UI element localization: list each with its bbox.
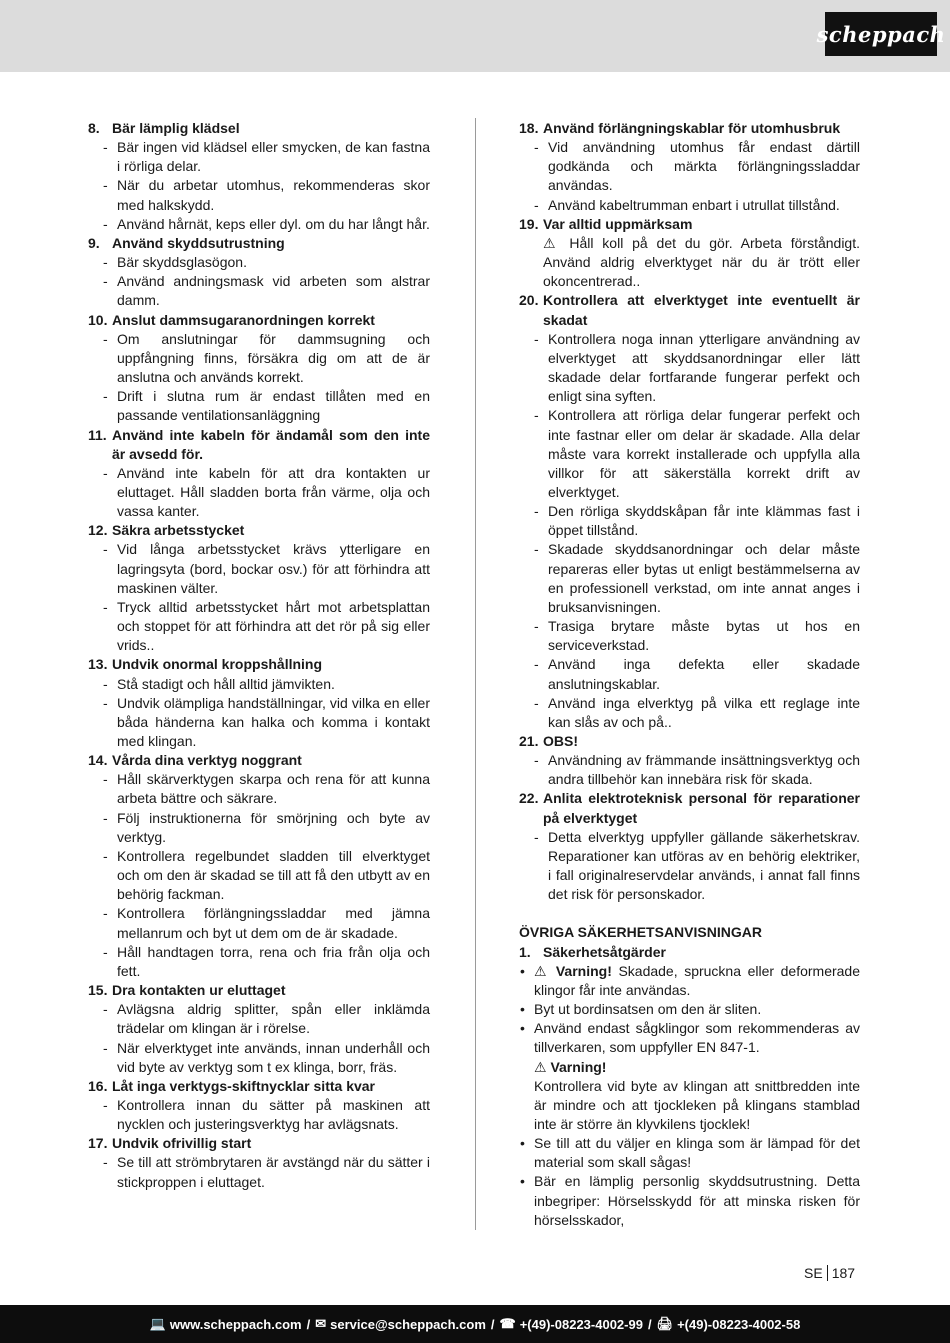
- dash-marker: -: [534, 541, 539, 558]
- dash-item-text: Använd inte kabeln för att dra kontakten ur eluttaget. Håll sladden borta från värme, olja och vassa kanter.: [117, 464, 430, 520]
- dash-item-text: Skadade skyddsanordningar och delar måste repareras eller bytas ut enligt bestämmelserna av en professionell verkstad, om inte annat anges i bruksanvisningen.: [548, 541, 860, 615]
- dash-marker: -: [103, 1039, 108, 1056]
- dash-item: [88, 809, 430, 847]
- column-divider: [475, 118, 476, 1230]
- dash-item: [88, 847, 430, 904]
- bullet-marker: •: [520, 962, 525, 979]
- dash-item-text: Trasiga brytare måste bytas ut hos en serviceverkstad.: [548, 618, 860, 654]
- heading-text: Bär lämplig klädsel: [112, 120, 240, 136]
- dash-item: [88, 272, 430, 310]
- heading-text: Undvik onormal kroppshållning: [112, 656, 323, 673]
- heading-text: Var alltid uppmärksam: [543, 215, 693, 232]
- dash-marker: -: [103, 943, 108, 960]
- warning-icon: ⚠: [534, 962, 550, 979]
- warning-paragraph: [519, 234, 860, 291]
- dash-item: [88, 215, 430, 234]
- dash-marker: -: [103, 694, 108, 711]
- section-heading: [519, 943, 860, 962]
- footer-separator: /: [306, 1316, 311, 1332]
- section-heading: [88, 751, 430, 770]
- heading-text: Säkerhetsåtgärder: [543, 943, 666, 960]
- plain-paragraph: [519, 1058, 860, 1077]
- dash-marker: -: [103, 330, 108, 347]
- page-number: [804, 1265, 855, 1281]
- dash-item-text: Om anslutningar för dammsugning och uppfångning finns, försäkra dig om att de är anslutna och används korrekt.: [117, 330, 430, 386]
- fax-icon: 🖨: [656, 1316, 674, 1331]
- dash-marker: -: [103, 675, 108, 692]
- heading-number: 11.: [88, 426, 107, 443]
- dash-item-text: Användning av främmande insättningsverktyg och andra tillbehör kan innebära risk för skada.: [548, 752, 860, 788]
- section-heading: [88, 234, 430, 253]
- dash-item: [88, 598, 430, 655]
- left-column: [88, 119, 430, 1192]
- dash-item: [88, 1153, 430, 1191]
- heading-text: Kontrollera att elverktyget inte eventuellt är skadat: [543, 292, 860, 328]
- dash-item: [88, 694, 430, 751]
- section-heading: [519, 789, 860, 827]
- dash-marker: -: [103, 254, 108, 271]
- footer-fax: +(49)-08223-4002-58: [677, 1316, 801, 1332]
- right-column: [519, 119, 860, 1230]
- dash-item-text: Använd kabeltrumman enbart i utrullat tillstånd.: [548, 196, 840, 213]
- dash-item: [519, 406, 860, 502]
- warning-label: Varning!: [550, 1058, 607, 1075]
- bullet-item: [519, 1134, 860, 1172]
- dash-item: [88, 138, 430, 176]
- mail-icon: ✉: [315, 1316, 327, 1331]
- dash-marker: -: [534, 618, 539, 635]
- dash-item-text: Tryck alltid arbetsstycket hårt mot arbetsplattan och stoppet för att förhindra att det rör på sig eller vrids..: [117, 598, 430, 654]
- dash-item-text: Använd inga elverktyg på vilka ett reglage inte kan slås av och på..: [548, 694, 860, 730]
- heading-text: Anslut dammsugaranordningen korrekt: [112, 311, 375, 328]
- heading-text: Låt inga verktygs-skiftnycklar sitta kvar: [112, 1077, 376, 1094]
- dash-marker: -: [534, 139, 539, 156]
- heading-text: Anlita elektroteknisk personal för reparationer på elverktyget: [543, 790, 860, 826]
- dash-marker: -: [534, 330, 539, 347]
- dash-item: [88, 1039, 430, 1077]
- heading-number: 9.: [88, 234, 100, 251]
- dash-item: [88, 1096, 430, 1134]
- heading-number: 18.: [519, 120, 539, 136]
- section-heading: [88, 1077, 430, 1096]
- dash-marker: -: [103, 1096, 108, 1113]
- dash-item-text: Vid användning utomhus får endast därtill godkända och märkta förlängningssladdar användas.: [548, 139, 860, 194]
- dash-item-text: Kontrollera att rörliga delar fungerar perfekt och inte fastnar eller om delar är skadade. Alla delar måste vara korrekt installerade och uppfylla alla villkor för att säkerställa korrekt drift av elverktyget.: [548, 407, 860, 500]
- dash-marker: -: [103, 1001, 108, 1018]
- dash-item: [88, 253, 430, 272]
- dash-marker: -: [534, 694, 539, 711]
- dash-marker: -: [103, 1154, 108, 1171]
- heading-number: 20.: [519, 292, 539, 309]
- dash-marker: -: [103, 598, 108, 615]
- heading-number: 21.: [519, 733, 539, 749]
- warning-icon: ⚠: [543, 234, 561, 251]
- dash-item: [519, 694, 860, 732]
- dash-item-text: Håll skärverktygen skarpa och rena för att kunna arbeta bättre och säkrare.: [117, 771, 430, 807]
- section-heading: [519, 732, 860, 751]
- section-title: ÖVRIGA SÄKERHETSANVISNINGAR: [519, 924, 762, 941]
- dash-item-text: Drift i slutna rum är endast tillåten med en passande ventilationsanläggning: [117, 388, 430, 424]
- section-heading: [88, 521, 430, 540]
- section-heading: [88, 981, 430, 1000]
- dash-item-text: Bär skyddsglasögon.: [117, 254, 247, 271]
- dash-marker: -: [103, 273, 108, 290]
- dash-item: [88, 1000, 430, 1038]
- heading-number: 19.: [519, 215, 539, 232]
- dash-item: [88, 540, 430, 597]
- bullet-item: [519, 962, 860, 1000]
- dash-item: [88, 770, 430, 808]
- dash-item: [519, 540, 860, 617]
- section-heading: [88, 1134, 430, 1153]
- section-heading: [519, 119, 860, 138]
- dash-marker: -: [103, 809, 108, 826]
- item-text: Se till att du väljer en klinga som är lämpad för det material som skall sågas!: [534, 1135, 860, 1171]
- bullet-marker: •: [520, 1135, 525, 1152]
- dash-item: [88, 176, 430, 214]
- dash-item-text: Undvik olämpliga handställningar, vid vilka en eller båda händerna kan halka och komma i kontakt med klingan.: [117, 694, 430, 749]
- phone-icon: ☎: [499, 1316, 516, 1331]
- dash-marker: -: [103, 388, 108, 405]
- page-number-separator: [827, 1265, 828, 1281]
- warning-icon: ⚠: [534, 1058, 547, 1075]
- dash-item-text: Vid långa arbetsstycket krävs ytterligare en lagringsyta (bord, bockar osv.) för att förhindra att maskinen välter.: [117, 541, 430, 596]
- dash-item-text: Se till att strömbrytaren är avstängd när du sätter i stickproppen i eluttaget.: [117, 1154, 430, 1190]
- dash-item: [88, 943, 430, 981]
- dash-item-text: Kontrollera innan du sätter på maskinen att nycklen och justeringsverktyg har avlägsnats.: [117, 1096, 430, 1133]
- dash-marker: -: [103, 464, 108, 481]
- scheppach-logo: scheppach: [825, 12, 937, 56]
- footer-phone: +(49)-08223-4002-99: [519, 1316, 643, 1332]
- dash-item-text: Kontrollera regelbundet sladden till elverktyget och om den är skadad se till att få den utbytt av en behörig fackman.: [117, 847, 430, 903]
- footer-website-link[interactable]: www.scheppach.com: [169, 1316, 302, 1332]
- page-number-value: 187: [831, 1265, 856, 1281]
- section-heading: [88, 119, 430, 138]
- footer-email-link[interactable]: service@scheppach.com: [330, 1316, 486, 1332]
- dash-item: [88, 904, 430, 942]
- dash-item-text: Den rörliga skyddskåpan får inte klämmas fast i öppet tillstånd.: [548, 503, 860, 539]
- dash-item-text: Håll handtagen torra, rena och fria från olja och fett.: [117, 943, 430, 979]
- heading-number: 13.: [88, 656, 108, 673]
- section-heading: [88, 655, 430, 674]
- dash-item: [519, 617, 860, 655]
- dash-item: [88, 387, 430, 425]
- dash-marker: -: [534, 196, 539, 213]
- heading-number: 8.: [88, 120, 100, 136]
- dash-item-text: Bär ingen vid klädsel eller smycken, de kan fastna i rörliga delar.: [117, 139, 430, 175]
- item-text: Byt ut bordinsatsen om den är sliten.: [534, 1001, 762, 1018]
- dash-item-text: Avlägsna aldrig splitter, spån eller inklämda trädelar om klingan är i rörelse.: [117, 1001, 430, 1037]
- bullet-marker: •: [520, 1020, 525, 1037]
- heading-text: Vårda dina verktyg noggrant: [112, 752, 302, 769]
- bullet-item: [519, 1172, 860, 1229]
- footer-separator: /: [647, 1316, 652, 1332]
- page-language: SE: [804, 1265, 823, 1281]
- dash-item: [519, 502, 860, 540]
- dash-item: [519, 138, 860, 195]
- bullet-marker: •: [520, 1173, 525, 1190]
- dash-item-text: När du arbetar utomhus, rekommenderas skor med halkskydd.: [117, 177, 430, 213]
- heading-number: 12.: [88, 522, 108, 539]
- paragraph-text: Håll koll på det du gör. Arbeta förståndigt. Använd aldrig elverktyget när du är trött eller okoncentrerad..: [543, 234, 861, 290]
- heading-text: Säkra arbetsstycket: [112, 522, 245, 539]
- dash-item-text: Använd andningsmask vid arbeten som alstrar damm.: [117, 273, 430, 309]
- dash-marker: -: [534, 503, 539, 520]
- dash-item-text: Följ instruktionerna för smörjning och byte av verktyg.: [117, 809, 430, 845]
- dash-item-text: Använd hårnät, keps eller dyl. om du har långt hår.: [117, 215, 430, 232]
- dash-item: [88, 675, 430, 694]
- heading-number: 16.: [88, 1077, 108, 1094]
- dash-item: [519, 751, 860, 789]
- dash-item-text: Använd inga defekta eller skadade anslutningskablar.: [548, 656, 860, 692]
- section-heading: [88, 426, 430, 464]
- item-text: Kontrollera vid byte av klingan att snittbredden inte är mindre och att tjockleken på klingans stamblad inte är större än klyvkilens tjocklek!: [534, 1077, 860, 1132]
- bullet-item: [519, 1019, 860, 1057]
- dash-item-text: Kontrollera förlängningssladdar med jämna mellanrum och byt ut dem om de är skadade.: [117, 905, 430, 941]
- dash-marker: -: [103, 541, 108, 558]
- item-text: Använd endast sågklingor som rekommenderas av tillverkaren, som uppfyller EN 847-1.: [534, 1020, 860, 1056]
- heading-number: 17.: [88, 1135, 108, 1152]
- dash-marker: -: [534, 656, 539, 673]
- item-text: Bär en lämplig personlig skyddsutrustning. Detta inbegriper: Hörselsskydd för att minska risken för hörselsskador,: [534, 1173, 860, 1228]
- heading-number: 10.: [88, 311, 108, 328]
- heading-text: OBS!: [543, 733, 578, 749]
- dash-marker: -: [103, 215, 108, 232]
- dash-item: [88, 330, 430, 387]
- plain-paragraph: [519, 1077, 860, 1134]
- section-heading: [519, 291, 860, 329]
- heading-text: Använd skyddsutrustning: [112, 234, 285, 251]
- dash-item: [519, 330, 860, 407]
- heading-text: Använd inte kabeln för ändamål som den inte är avsedd för.: [112, 426, 430, 462]
- header-bar: [0, 0, 950, 72]
- dash-item: [519, 196, 860, 215]
- item-text: Skadade, spruckna eller deformerade klingor får inte användas.: [534, 962, 861, 998]
- dash-item-text: Detta elverktyg uppfyller gällande säkerhetskrav. Reparationer kan utföras av en behörig elektriker, i fall originalreservdelar används, i annat fall finns det risk för personskador.: [548, 828, 860, 903]
- dash-marker: -: [534, 407, 539, 424]
- dash-marker: -: [103, 177, 108, 194]
- dash-marker: -: [103, 847, 108, 864]
- dash-item-text: När elverktyget inte används, innan underhåll och vid byte av verktyg som t ex klinga, borr, fräs.: [117, 1039, 430, 1075]
- heading-number: 15.: [88, 982, 108, 999]
- heading-text: Använd förlängningskablar för utomhusbruk: [543, 120, 841, 136]
- dash-marker: -: [103, 771, 108, 788]
- heading-number: 14.: [88, 752, 108, 769]
- dash-item-text: Kontrollera noga innan ytterligare användning av elverktyget att skyddsanordningar eller lätt skadade delar fortfarande fungerar perfekt och enligt sina syften.: [548, 330, 860, 405]
- warning-label: Varning!: [555, 962, 612, 979]
- dash-marker: -: [103, 905, 108, 922]
- dash-marker: -: [534, 752, 539, 769]
- section-heading: [519, 215, 860, 234]
- section-heading: [88, 311, 430, 330]
- dash-marker: -: [534, 828, 539, 845]
- dash-item-text: Stå stadigt och håll alltid jämvikten.: [117, 675, 335, 692]
- footer-separator: /: [490, 1316, 495, 1332]
- dash-item: [519, 828, 860, 905]
- heading-text: Dra kontakten ur eluttaget: [112, 982, 286, 999]
- dash-item: [519, 655, 860, 693]
- dash-item: [88, 464, 430, 521]
- bullet-item: [519, 1000, 860, 1019]
- footer-bar: [0, 1305, 950, 1343]
- dash-marker: -: [103, 139, 108, 156]
- computer-icon: 💻: [149, 1316, 166, 1331]
- heading-number: 22.: [519, 790, 539, 807]
- heading-number: 1.: [519, 943, 531, 960]
- heading-text: Undvik ofrivillig start: [112, 1135, 252, 1152]
- bullet-marker: •: [520, 1001, 525, 1018]
